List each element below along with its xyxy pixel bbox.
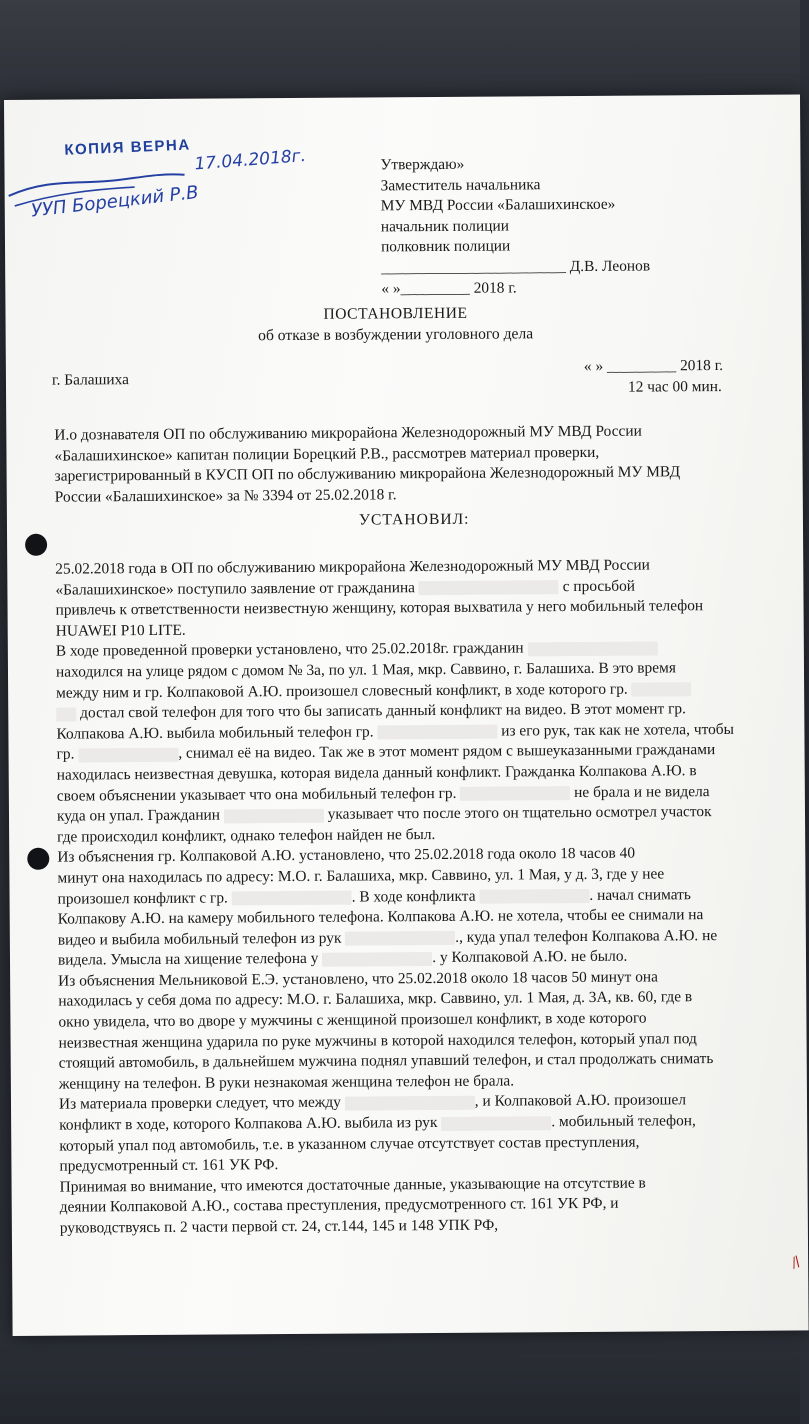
punch-hole-bottom bbox=[27, 848, 49, 870]
body-line: Принимая во внимание, что имеются достаточные данные, указывающие на отсутствие в bbox=[59, 1174, 646, 1196]
body-line: стоящий автомобиль, в дальнейшем мужчина поднял упавший телефон, и стал продолжать снимать bbox=[58, 1050, 714, 1072]
redacted-name bbox=[527, 641, 657, 656]
redacted-name bbox=[419, 580, 559, 595]
body-line: видела. Умысла на хищение телефона у . у Колпаковой А.Ю. не было. bbox=[57, 947, 628, 969]
established-heading: УСТАНОВИЛ: bbox=[358, 510, 470, 529]
document-subtitle: об отказе в возбуждении уголовного дела bbox=[258, 325, 534, 345]
body-line: окно увидела, что во дворе у мужчины с женщиной произошел конфликт, в ходе которого bbox=[58, 1009, 647, 1031]
approval-line: Заместитель начальника bbox=[380, 175, 541, 194]
body-line: конфликт в ходе, которого Колпакова А.Ю. выбила из рук . мобильный телефон, bbox=[59, 1112, 696, 1134]
body-line: женщину на телефон. В руки незнакомая женщина телефон не брала. bbox=[58, 1072, 515, 1093]
redacted-name bbox=[345, 1096, 475, 1111]
body-line: Из объяснения гр. Колпаковой А.Ю. установлено, что 25.02.2018 года около 18 часов 40 bbox=[57, 844, 636, 866]
intro-line: «Балашихинское» капитан полиции Борецкий Р.В., рассмотрев материал проверки, bbox=[54, 443, 600, 465]
body-line: неизвестная женщина ударила по руке мужчины в которой находился телефон, который упал под bbox=[58, 1029, 697, 1052]
body-line: «Балашихинское» поступило заявление от гражданина с просьбой bbox=[55, 577, 636, 599]
intro-paragraph bbox=[54, 421, 680, 508]
handwritten-date: 17.04.2018г. bbox=[193, 146, 307, 175]
redacted-name bbox=[441, 1116, 551, 1131]
body-line: который упал под автомобиль, т.е. в указанном случае отсутствует состав преступления, bbox=[59, 1133, 640, 1155]
intro-line: России «Балашихинское» за № 3394 от 25.02.2018 г. bbox=[54, 486, 397, 506]
body-line: находился на улице рядом с домом № 3а, по ул. 1 Мая, мкр. Саввино, г. Балашиха. В это время bbox=[55, 659, 676, 681]
copy-stamp: КОПИЯ ВЕРНА bbox=[64, 136, 191, 159]
body-line: своем объяснении указывает что она мобильный телефон гр. не брала и не видела bbox=[56, 782, 710, 805]
body-line: гр. , снимал её на видео. Так же в этот момент рядом с вышеуказанными гражданами bbox=[56, 741, 716, 763]
body-line: привлечь к ответственности неизвестную женщину, которая выхватила у него мобильный телефон bbox=[55, 597, 704, 619]
body-line: Колпакову А.Ю. на камеру мобильного телефона. Колпакова А.Ю. не хотела, чтобы ее снимали на bbox=[57, 906, 704, 928]
body-line: между ним и гр. Колпаковой А.Ю. произошел словесный конфликт, в ходе которого гр. bbox=[56, 678, 734, 703]
body-line: находилась у себя дома по адресу: М.О. г. Балашиха, мкр. Саввино, ул. 1 Мая, д. 3А, кв. 60, где в bbox=[58, 988, 693, 1011]
approval-line: МУ МВД России «Балашихинское» bbox=[380, 195, 616, 215]
approval-line: начальник полиции bbox=[380, 217, 509, 236]
approval-line: ________________________ Д.В. Леонов bbox=[381, 257, 651, 277]
body-line: В ходе проведенной проверки установлено, что 25.02.2018г. гражданин bbox=[56, 637, 734, 662]
body-line: видео и выбила мобильный телефон из рук ., куда упал телефон Колпакова А.Ю. не bbox=[57, 926, 718, 949]
approval-line: полковник полиции bbox=[380, 237, 511, 256]
date-time-block bbox=[584, 356, 724, 398]
body-line: Из материала проверки следует, что между , и Колпаковой А.Ю. произошел bbox=[58, 1091, 687, 1114]
body-line: минут она находилась по адресу: М.О. г. Балашиха, мкр. Саввино, ул. 1 Мая, у д. 3, где у нее bbox=[57, 865, 665, 887]
redacted-name bbox=[479, 889, 589, 904]
redacted-name bbox=[322, 952, 432, 967]
redacted-name bbox=[78, 748, 178, 763]
approval-line: « »_________ 2018 г. bbox=[381, 278, 517, 297]
body-line: 25.02.2018 года в ОП по обслуживанию микрорайона Железнодорожный МУ МВД России bbox=[55, 556, 650, 578]
handwritten-officer-name: УУП Борецкий Р.В bbox=[30, 181, 200, 222]
document-page bbox=[4, 94, 809, 1336]
punch-hole-top bbox=[25, 534, 47, 556]
body-line: где происходил конфликт, однако телефон найден не был. bbox=[57, 825, 436, 846]
body-line: предусмотренный ст. 161 УК РФ. bbox=[59, 1156, 279, 1175]
corner-mark: ⁄∕ bbox=[789, 1253, 804, 1272]
body-line: Из объяснения Мельниковой Е.Э. установлено, что 25.02.2018 около 18 часов 50 минут она bbox=[58, 968, 659, 990]
body-line: достал свой телефон для того что бы записать данный конфликт на видео. В этот момент гр. bbox=[56, 699, 734, 724]
redacted-name bbox=[377, 725, 497, 740]
intro-line: И.о дознавателя ОП по обслуживанию микрорайона Железнодорожный МУ МВД России bbox=[54, 422, 642, 444]
city: г. Балашиха bbox=[51, 371, 130, 389]
body-text bbox=[55, 555, 737, 1239]
body-line: Колпакова А.Ю. выбила мобильный телефон гр. из его рук, так как не хотела, чтобы bbox=[56, 720, 735, 743]
redacted-name bbox=[224, 808, 324, 823]
approval-line: Утверждаю» bbox=[380, 155, 465, 174]
body-line: находилась неизвестная девушка, которая видела данный конфликт. Гражданка Колпакова А.Ю. в bbox=[56, 762, 697, 784]
body-line: HUAWEI P10 LITE. bbox=[55, 621, 186, 640]
date-line: « » _________ 2018 г. bbox=[583, 356, 724, 375]
redacted-name bbox=[632, 682, 692, 696]
approval-block bbox=[380, 153, 650, 299]
background-bottom bbox=[0, 1334, 800, 1424]
body-line: куда он упал. Гражданин указывает что после этого он тщательно осмотрел участок bbox=[56, 803, 712, 825]
redacted-name bbox=[56, 707, 76, 721]
body-line: произошел конфликт с гр. . В ходе конфликта . начал снимать bbox=[57, 885, 691, 908]
redacted-name bbox=[232, 891, 352, 906]
intro-line: зарегистрированный в КУСП ОП по обслуживанию микрорайона Железнодорожный МУ МВД bbox=[54, 463, 681, 485]
document-title: ПОСТАНОВЛЕНИЕ bbox=[323, 304, 468, 323]
redacted-name bbox=[345, 931, 455, 946]
time-line: 12 час 00 мин. bbox=[627, 377, 722, 396]
body-line: руководствуясь п. 2 части первой ст. 24, ст.144, 145 и 148 УПК РФ, bbox=[59, 1216, 499, 1237]
redacted-name bbox=[460, 786, 570, 801]
body-line: деянии Колпаковой А.Ю., состава преступления, предусмотренного ст. 161 УК РФ, и bbox=[59, 1195, 619, 1217]
